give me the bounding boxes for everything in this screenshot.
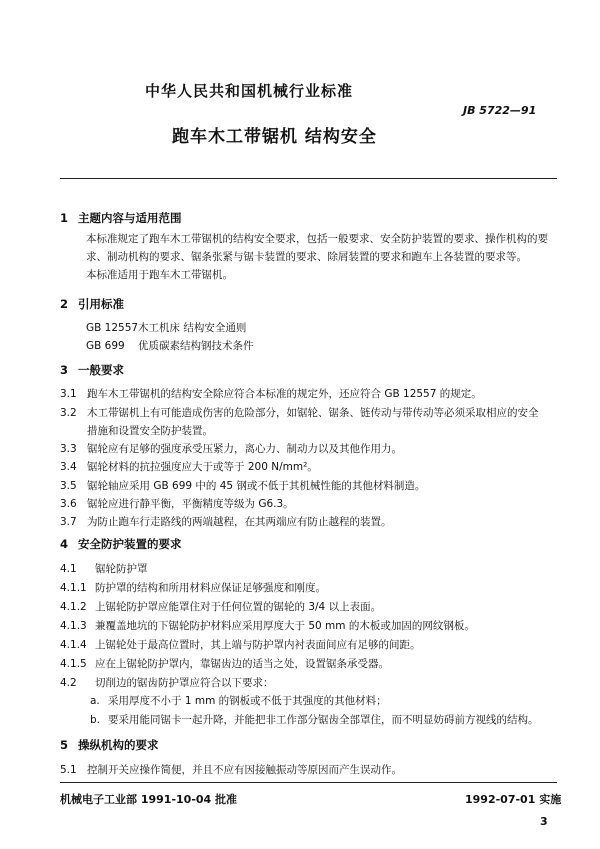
clause-text: 切削边的锯齿防护罩应符合以下要求： <box>95 677 274 689</box>
reference-code: GB 699 <box>86 340 125 352</box>
clause-number: 3.1 <box>60 388 77 400</box>
section-3-heading <box>60 362 124 378</box>
sub-item-text: 要采用能同锯卡一起升降，并能把非工作部分锯齿全部罩住，而不明显妨碍前方视线的结构。 <box>108 714 539 726</box>
clause-number: 3.3 <box>60 443 77 455</box>
section-2-heading <box>60 296 124 312</box>
section-1-paragraph-2: 本标准适用于跑车木工带锯机。 <box>86 269 233 281</box>
clause-text: 控制开关应操作简便，并且不应有因接触振动等原因而产生误动作。 <box>87 764 402 776</box>
sub-item-marker: b. <box>90 714 101 726</box>
clause-item <box>60 599 381 614</box>
clause-number: 3.2 <box>60 407 77 419</box>
section-title: 安全防护装置的要求 <box>78 537 182 551</box>
section-number: 2 <box>60 297 69 311</box>
clause-item <box>60 618 475 633</box>
document-title: 跑车木工带锯机 结构安全 <box>172 127 377 147</box>
clause-text: 兼覆盖地坑的下锯轮防护材料应采用厚度大于 50 mm 的木板或加固的网纹钢板。 <box>95 620 475 632</box>
clause-text: 上锯轮防护罩应能罩住对于任何位置的锯轮的 3/4 以上表面。 <box>95 601 382 613</box>
clause-item <box>60 459 318 474</box>
reference-item <box>86 320 246 335</box>
sub-item-text: 采用厚度不小于 1 mm 的钢板或不低于其强度的其他材料； <box>108 695 387 707</box>
clause-item <box>60 441 402 456</box>
clause-item <box>60 762 402 777</box>
clause-item <box>60 580 326 595</box>
clause-number: 4.1.4 <box>60 639 87 651</box>
section-1-heading <box>60 210 182 226</box>
standard-org-heading: 中华人民共和国机械行业标准 <box>145 82 354 100</box>
reference-name: 木工机床 结构安全通则 <box>138 322 247 334</box>
clause-item <box>60 405 539 420</box>
reference-code: GB 12557 <box>86 322 139 334</box>
clause-number: 4.1.2 <box>60 601 87 613</box>
section-title: 一般要求 <box>78 363 124 377</box>
clause-number: 4.1.5 <box>60 658 87 670</box>
clause-number: 3.4 <box>60 461 77 473</box>
sub-item-marker: a. <box>90 695 100 707</box>
clause-text: 木工带锯机上有可能造成伤害的危险部分，如锯轮、锯条、链传动与带传动等必须采取相应的安全 <box>87 407 539 419</box>
clause-item <box>60 423 213 438</box>
section-number: 1 <box>60 211 69 225</box>
clause-number: 5.1 <box>60 764 77 776</box>
section-number: 4 <box>60 537 69 551</box>
footer-rule <box>60 782 557 783</box>
clause-text: 锯轮应进行静平衡，平衡精度等级为 G6.3。 <box>87 498 294 510</box>
clause-number: 4.1.3 <box>60 620 87 632</box>
section-title: 主题内容与适用范围 <box>78 211 182 225</box>
clause-text: 锯轮应有足够的强度承受压紧力，离心力、制动力以及其他作用力。 <box>87 443 402 455</box>
clause-number: 3.5 <box>60 480 77 492</box>
reference-item <box>86 338 254 353</box>
clause-text: 跑车木工带锯机的结构安全除应符合本标准的规定外，还应符合 GB 12557 的规定。 <box>87 388 482 400</box>
header-rule <box>60 178 557 179</box>
clause-text: 上锯轮处于最高位置时，其上端与防护罩内衬表面间应有足够的间距。 <box>95 639 421 651</box>
effective-date: 1992-07-01 实施 <box>465 793 562 806</box>
section-1-paragraph-1: 本标准规定了跑车木工带锯机的结构安全要求，包括一般要求、安全防护装置的要求、操作机构的要求、制动机构的要求、锯条张紧与锯卡装置的要求、除屑装置的要求和跑车上各装置的要求等。 <box>86 233 548 263</box>
sub-item <box>90 693 387 708</box>
clause-item <box>60 386 482 401</box>
clause-item <box>60 656 389 671</box>
clause-item <box>60 514 392 529</box>
clause-item <box>60 561 148 576</box>
section-4-heading <box>60 536 182 552</box>
clause-number: 4.1 <box>60 563 77 575</box>
clause-text: 锯轮轴应采用 GB 699 中的 45 钢或不低于其机械性能的其他材料制造。 <box>87 480 426 492</box>
section-title: 引用标准 <box>78 297 124 311</box>
clause-number: 4.1.1 <box>60 582 87 594</box>
page-number: 3 <box>540 815 548 828</box>
clause-text: 措施和设置安全防护装置。 <box>87 425 213 437</box>
clause-number: 3.6 <box>60 498 77 510</box>
sub-item <box>90 712 539 727</box>
section-title: 操纵机构的要求 <box>78 738 159 752</box>
clause-item <box>60 478 425 493</box>
clause-number: 3.7 <box>60 516 77 528</box>
clause-item <box>60 496 294 511</box>
clause-text: 为防止跑车行走路线的两端越程，在其两端应有防止越程的装置。 <box>87 516 392 528</box>
clause-text: 锯轮防护罩 <box>95 563 148 575</box>
clause-item <box>60 637 421 652</box>
clause-text: 应在上锯轮防护罩内，靠锯齿边的适当之处，设置锯条承受器。 <box>95 658 389 670</box>
reference-name: 优质碳素结构钢技术条件 <box>138 340 254 352</box>
clause-text: 防护罩的结构和所用材料应保证足够强度和刚度。 <box>95 582 326 594</box>
clause-number: 4.2 <box>60 677 77 689</box>
section-number: 3 <box>60 363 69 377</box>
section-5-heading <box>60 737 159 753</box>
clause-item <box>60 675 274 690</box>
standard-code: JB 5722—91 <box>463 104 537 117</box>
section-number: 5 <box>60 738 69 752</box>
clause-text: 锯轮材料的抗拉强度应大于或等于 200 N/mm²。 <box>87 461 318 473</box>
approval-date: 机械电子工业部 1991-10-04 批准 <box>60 793 238 806</box>
